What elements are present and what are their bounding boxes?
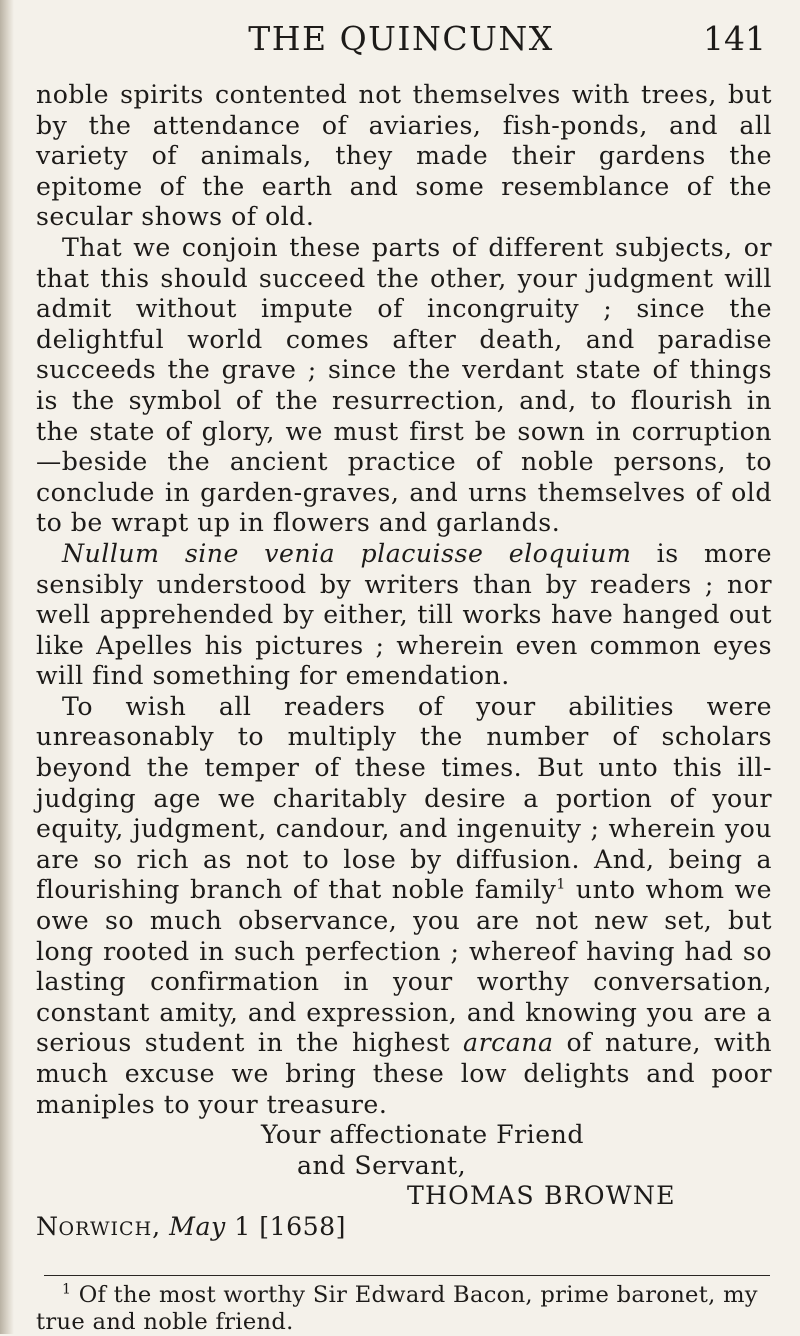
footnote-body: Of the most worthy Sir Edward Bacon, prime baronet, my true and noble friend. [36,1282,758,1335]
date-separator: , [152,1211,170,1241]
place-initial: N [36,1211,59,1241]
footnote-text [36,1282,776,1336]
closing-servant: and Servant, [297,1150,467,1180]
closing-salutation: Your affectionate Friend [261,1120,584,1150]
binding-gutter [0,0,14,1334]
page-header [36,14,766,64]
body-text [36,80,772,1245]
dateline [36,1212,772,1245]
paragraph-3 [36,539,772,692]
paragraph-4-text-c: of nature, with much excuse we bring these low delights and poor maniples to your treasure. [36,1028,772,1119]
month: May [169,1211,226,1241]
arcana-word: arcana [463,1028,554,1058]
page-number: 141 [703,19,766,58]
paragraph-3-text: is more sensibly understood by writers than by readers ; nor well apprehended by either, till works have hanged out like Apelles his pictures ; wherein even common eyes will find something for emendation. [36,538,772,691]
paragraph-4-text-a: To wish all readers of your abilities were unreasonably to multiply the number of scholars beyond the temper of these times. But unto this ill-judging age we charitably desire a portion of your equity, judgment, candour, and ingenuity ; wherein you are so rich as not to lose by diffusion. And, being a flourishing branch of that noble family [36,691,772,905]
date-rest: 1 [1658] [225,1211,347,1241]
place-rest: ORWICH [58,1217,153,1240]
footnote [36,1282,776,1336]
paragraph-2: That we conjoin these parts of different subjects, or that this should succeed the other, your judgment will admit without impute of incongruity ; since the delightful world comes after death, and paradise succeeds the grave ; since the verdant state of things is the symbol of the resurrection, and, to flourish in the state of glory, we must first be sown in corruption—beside the ancient practice of noble persons, to conclude in garden-graves, and urns themselves of old to be wrapt up in flowers and garlands. [36,232,772,538]
signature: THOMAS BROWNE [407,1181,676,1211]
footnote-reference: 1 [556,877,566,894]
footnote-rule [44,1275,770,1276]
paragraph-4 [36,692,772,1120]
paragraph-1: noble spirits contented not themselves with trees, but by the attendance of aviaries, fish-ponds, and all variety of animals, they made their gardens the epitome of the earth and some resemblance of the secular shows of old. [36,80,772,232]
latin-quote: Nullum sine venia placuisse eloquium [62,538,632,568]
footnote-mark: 1 [62,1281,72,1298]
paragraph-4-text-b: unto whom we owe so much observance, you are not new set, but long rooted in such perfection ; whereof having had so lasting confirmation in your worthy conversation, constant amity, and expression, and knowing you are a serious student in the highest [36,875,772,1058]
running-head: THE QUINCUNX [248,19,554,58]
